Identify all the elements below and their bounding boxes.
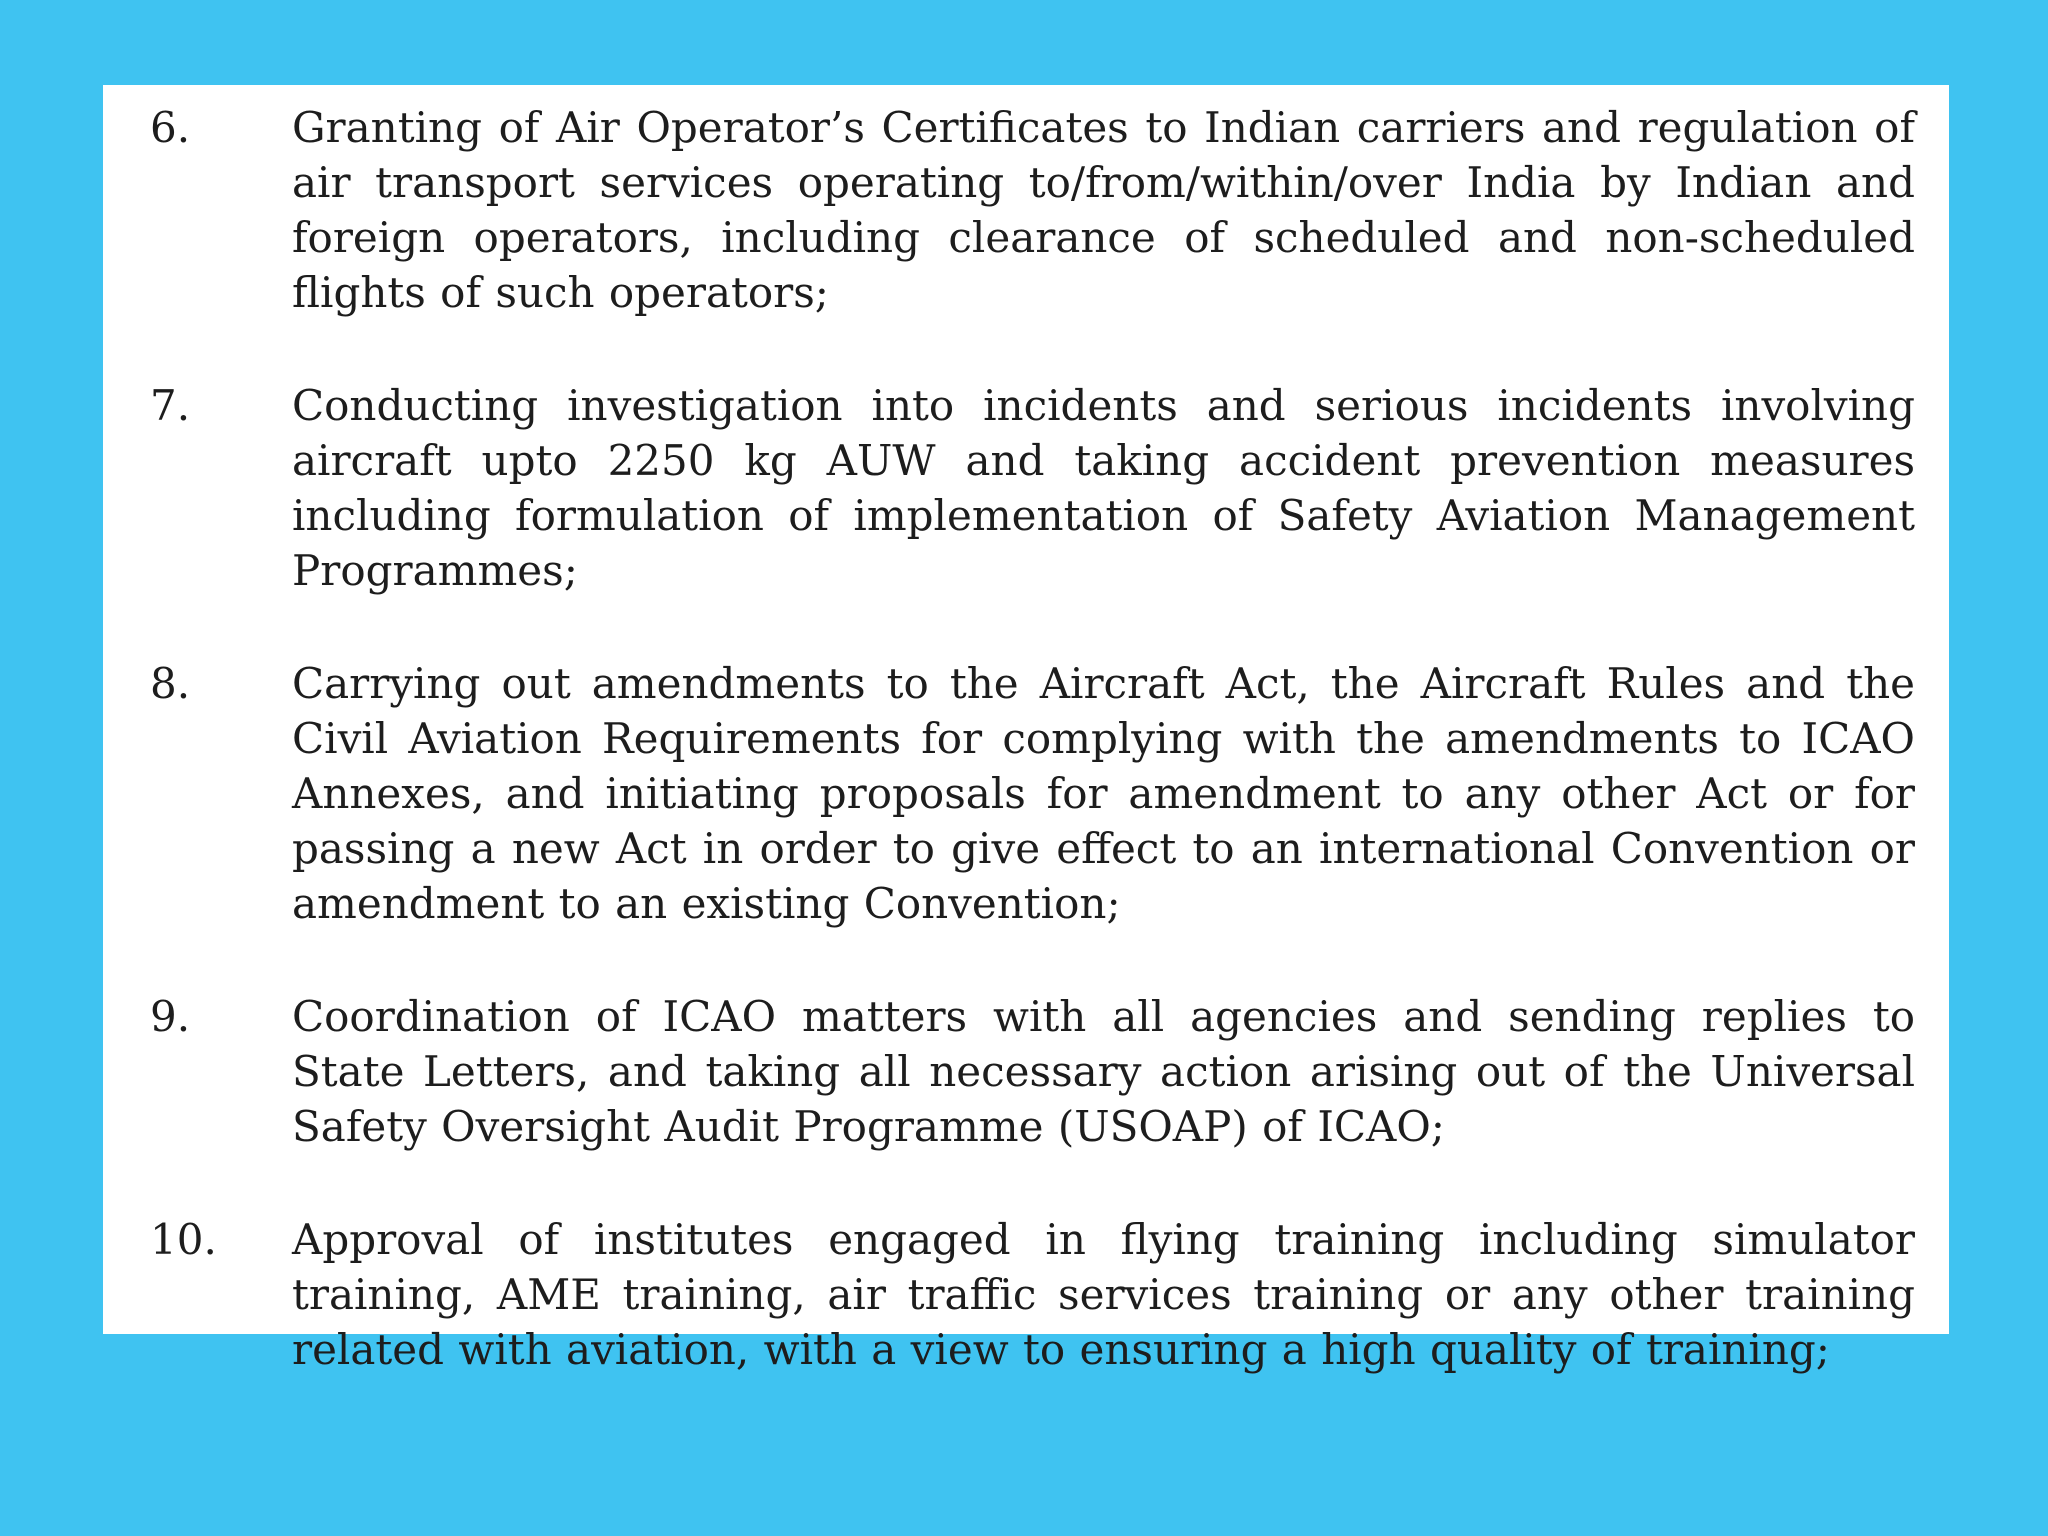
item-text: Coordination of ICAO matters with all agencies and sending replies to State Letters, and taking all necessary action arising out of the Universal Safety Oversight Audit Programme (USOAP) of ICAO; bbox=[292, 992, 1915, 1151]
item-text: Granting of Air Operator’s Certificates to Indian carriers and regulation of air transport services operating to/from/within/over India by Indian and foreign operators, including clearance of scheduled and non-scheduled flights of such operators; bbox=[292, 103, 1915, 317]
item-text: Carrying out amendments to the Aircraft Act, the Aircraft Rules and the Civil Aviation Requirements for complying with the amendments to ICAO Annexes, and initiating proposals for amendment to any other Act or for passing a new Act in order to give effect to an international Convention or amendment to an existing Convention; bbox=[292, 659, 1915, 928]
item-number: 9. bbox=[150, 992, 191, 1041]
item-text: Approval of institutes engaged in flying training including simulator training, AME training, air traffic services training or any other training related with aviation, with a view to ensuring a high quality of training; bbox=[292, 1215, 1915, 1374]
list-item bbox=[150, 100, 1915, 320]
item-number: 7. bbox=[150, 381, 191, 430]
list-item bbox=[150, 656, 1915, 931]
item-text: Conducting investigation into incidents and serious incidents involving aircraft upto 2250 kg AUW and taking accident prevention measures including formulation of implementation of Safety Aviation Management Programmes; bbox=[292, 381, 1915, 595]
document-page bbox=[103, 85, 1949, 1374]
list-item bbox=[150, 378, 1915, 598]
list-item bbox=[150, 989, 1915, 1154]
numbered-list bbox=[150, 100, 1915, 1377]
item-number: 8. bbox=[150, 659, 191, 708]
item-number: 10. bbox=[150, 1215, 217, 1264]
item-number: 6. bbox=[150, 103, 191, 152]
list-item bbox=[150, 1212, 1915, 1377]
